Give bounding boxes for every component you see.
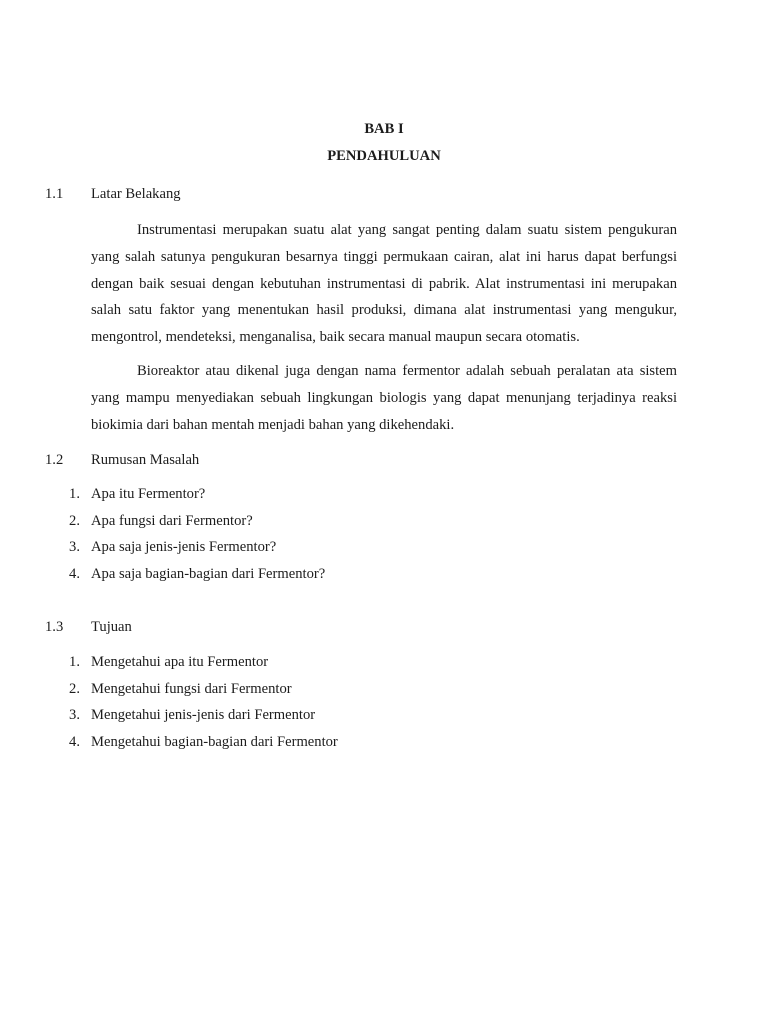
paragraph-line: yang salah satunya pengukuran besarnya tinggi permukaan cairan, alat ini harus dapat berfungsi xyxy=(91,248,677,265)
section-number: 1.3 xyxy=(45,619,64,635)
paragraph-instrumentasi xyxy=(91,217,677,351)
paragraph-line: yang mampu menyediakan sebuah lingkungan biologis yang dapat menunjang terjadinya reaksi xyxy=(91,389,677,406)
list-number: 2. xyxy=(69,512,80,529)
list-number: 3. xyxy=(69,539,80,556)
list-text: Mengetahui bagian-bagian dari Fermentor xyxy=(91,733,338,750)
list-text: Apa itu Fermentor? xyxy=(91,486,206,502)
list-number: 2. xyxy=(69,680,80,697)
paragraph-bioreaktor xyxy=(91,358,677,438)
chapter-title: PENDAHULUAN xyxy=(327,148,441,164)
list-number: 1. xyxy=(69,486,80,502)
section-number: 1.2 xyxy=(45,452,64,468)
list-text: Apa fungsi dari Fermentor? xyxy=(91,512,253,529)
list-number: 4. xyxy=(69,733,80,750)
section-title: Tujuan xyxy=(91,619,132,635)
section-number: 1.1 xyxy=(45,186,64,202)
list-text: Mengetahui jenis-jenis dari Fermentor xyxy=(91,707,316,724)
chapter-number: BAB I xyxy=(364,121,404,137)
paragraph-line: Instrumentasi merupakan suatu alat yang sangat penting dalam suatu sistem pengukuran xyxy=(137,222,677,238)
paragraph-line: mengontrol, mendeteksi, menganalisa, baik secara manual maupun secara otomatis. xyxy=(91,329,580,346)
list-text: Apa saja jenis-jenis Fermentor? xyxy=(91,539,277,556)
list-text: Apa saja bagian-bagian dari Fermentor? xyxy=(91,565,326,582)
paragraph-line: dengan baik sesuai dengan kebutuhan instrumentasi di pabrik. Alat instrumentasi ini merupakan xyxy=(91,275,677,292)
paragraph-line: biokimia dari bahan mentah menjadi bahan yang dikehendaki. xyxy=(91,416,455,433)
list-number: 3. xyxy=(69,707,80,724)
list-number: 4. xyxy=(69,565,80,582)
list-text: Mengetahui fungsi dari Fermentor xyxy=(91,680,292,697)
paragraph-line: salah satu faktor yang menentukan hasil produksi, dimana alat instrumentasi yang mengukur, xyxy=(91,302,677,319)
section-title: Latar Belakang xyxy=(91,186,181,202)
section-title: Rumusan Masalah xyxy=(91,452,200,468)
paragraph-line: Bioreaktor atau dikenal juga dengan nama fermentor adalah sebuah peralatan ata sistem xyxy=(137,363,677,379)
list-text: Mengetahui apa itu Fermentor xyxy=(91,654,269,670)
list-number: 1. xyxy=(69,654,80,670)
